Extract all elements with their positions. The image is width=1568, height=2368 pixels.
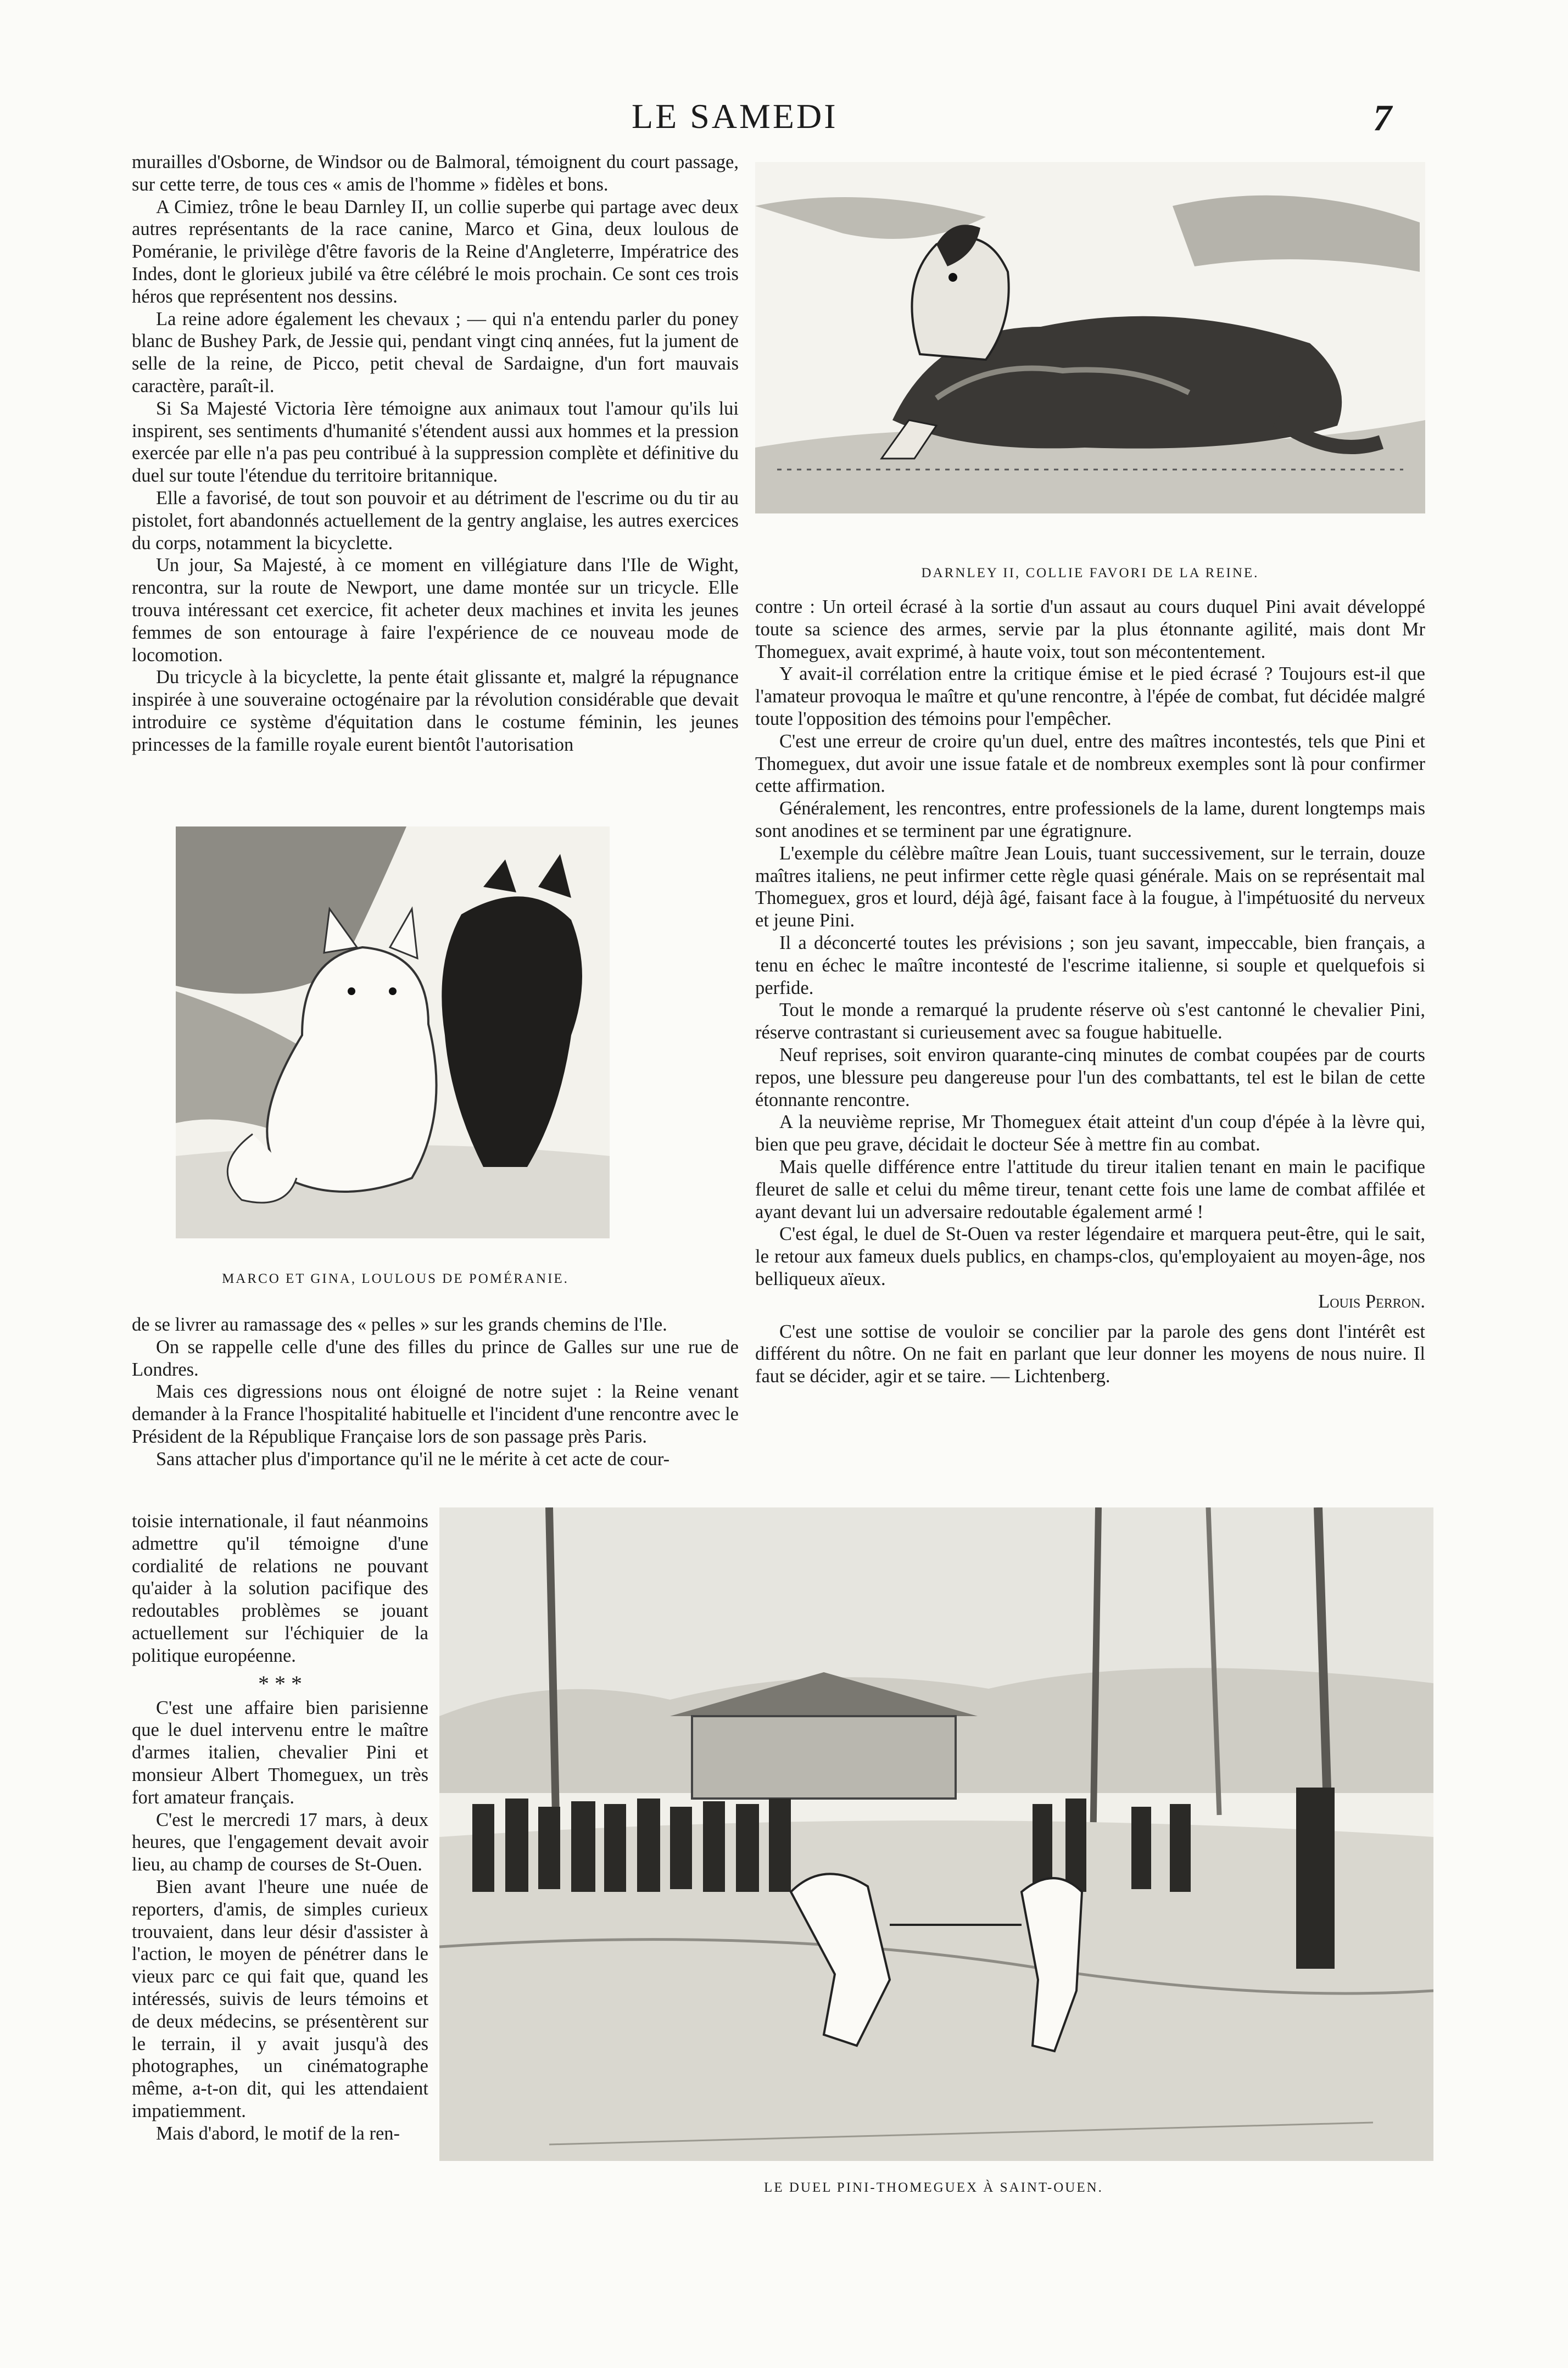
paragraph: contre : Un orteil écrasé à la sortie d'un assaut au cours duquel Pini avait développé toute sa science des armes, servie par la plus étonnante agilité, mais dont Mr Thomeguex, avait exprimé, à haute voix, tout son mécontentement. (755, 596, 1425, 662)
paragraph: C'est égal, le duel de St-Ouen va rester légendaire et marquera peut-être, qui le sait, le retour aux fameux duels publics, en champs-clos, qu'employaient au moyen-âge, nos belliqueux aïeux. (755, 1224, 1425, 1289)
paragraph: Mais ces digressions nous ont éloigné de notre sujet : la Reine venant demander à la France l'hospitalité habituelle et l'incident d'une rencontre avec le Président de la République Française lors de son passage près Paris. (132, 1381, 739, 1447)
paragraph: Y avait-il corrélation entre la critique émise et le pied écrasé ? Toujours est-il que l'amateur provoqua le maître et qu'une rencontre, à l'épée de combat, fut décidée malgré toute l'opposition des témoins pour l'empêcher. (755, 663, 1425, 729)
article-column-left-top (132, 151, 739, 756)
pomeranians-illustration (176, 826, 610, 1238)
author-signature: Louis Perron. (1318, 1291, 1425, 1312)
paragraph: L'exemple du célèbre maître Jean Louis, tuant successivement, sur le terrain, douze maîtres italiens, ne peut infirmer cette règle quasi générale. Mais on se représentait mal Thomeguex, gros et lourd, déjà âgé, faisant face à la fougue, à l'impétuosité du nerveux et jeune Pini. (755, 842, 1425, 931)
paragraph: La reine adore également les chevaux ; — qui n'a entendu parler du poney blanc de Bushey Park, de Jessie qui, pendant vingt cinq années, fut la jument de selle de la reine, de Picco, petit cheval de Sardaigne, d'un fort mauvais caractère, paraît-il. (132, 308, 739, 396)
paragraph: Si Sa Majesté Victoria Ière témoigne aux animaux tout l'amour qu'ils lui inspirent, ses sentiments d'humanité s'étendent aussi aux hommes et la pression exercée par elle n'a pas peu contribué à la suppression complète et définitive du duel sur toute l'étendue du territoire britannique. (132, 398, 739, 487)
article-column-left-narrow (132, 1510, 428, 2145)
paragraph: Mais d'abord, le motif de la ren- (156, 2123, 400, 2144)
pomeranians-caption: MARCO ET GINA, LOULOUS DE POMÉRANIE. (222, 1271, 569, 1286)
collie-caption: DARNLEY II, COLLIE FAVORI DE LA REINE. (921, 566, 1259, 580)
paragraph: Mais quelle différence entre l'attitude du tireur italien tenant en main le pacifique fleuret de salle et celui du même tireur, tenant cette fois une lame de combat affilée et ayant devant lui un adversaire redoutable également armé ! (755, 1156, 1425, 1222)
paragraph: murailles d'Osborne, de Windsor ou de Balmoral, témoignent du court passage, sur cette terre, de tous ces « amis de l'homme » fidèles et bons. (132, 152, 739, 195)
paragraph: Un jour, Sa Majesté, à ce moment en villégiature dans l'Ile de Wight, rencontra, sur la route de Newport, une dame montée sur un tricycle. Elle trouva intéressant cet exercice, fit acheter deux machines et invita les jeunes femmes de son entourage à faire l'expérience de ce nouveau mode de locomotion. (132, 555, 739, 666)
paragraph: C'est une affaire bien parisienne que le duel intervenu entre le maître d'armes italien, chevalier Pini et monsieur Albert Thomeguex, un très fort amateur français. (132, 1697, 428, 1808)
paragraph: A Cimiez, trône le beau Darnley II, un collie superbe qui partage avec deux autres représentants de la race canine, Marco et Gina, deux loulous de Poméranie, le privilège d'être favoris de la Reine d'Angleterre, Impératrice des Indes, dont le glorieux jubilé va être célébré le mois prochain. Ce sont ces trois héros que représentent nos dessins. (132, 196, 739, 307)
paragraph: C'est le mercredi 17 mars, à deux heures, que l'engagement devait avoir lieu, au champ de courses de St-Ouen. (132, 1809, 428, 1875)
paragraph: Bien avant l'heure une nuée de reporters, d'amis, de simples curieux trouvaient, dans leur désir d'assister à l'action, le moyen de pénétrer dans le vieux parc ce qui fait que, quand les intéressés, suivis de leurs témoins et de deux médecins, se présentèrent sur le terrain, il y avait jusqu'à des photographes, un cinématographe même, a-t-on dit, qui les attendaient impatiemment. (132, 1876, 428, 2121)
paragraph: On se rappelle celle d'une des filles du prince de Galles sur une rue de Londres. (132, 1336, 739, 1380)
paragraph: Neuf reprises, soit environ quarante-cinq minutes de combat coupées par de courts repos, une blessure peu dangereuse pour l'un des combattants, tel est le bilan de cette étonnante rencontre. (755, 1044, 1425, 1110)
section-break: * * * (258, 1671, 302, 1696)
duel-caption: LE DUEL PINI-THOMEGUEX À SAINT-OUEN. (764, 2180, 1103, 2195)
maxim: C'est une sottise de vouloir se concilier par la parole des gens dont l'intérêt est différent du nôtre. On ne fait en parlant que leur donner les moyens de nous nuire. Il faut se décider, agir et se taire. — Lichtenberg. (755, 1321, 1425, 1387)
paragraph: toisie internationale, il faut néanmoins admettre qu'il témoigne d'une cordialité de relations ne pouvant qu'aider à la solution pacifique des redoutables problèmes se jouant actuellement sur l'échiquier de la politique européenne. (132, 1511, 428, 1666)
paragraph: Du tricycle à la bicyclette, la pente était glissante et, malgré la répugnance inspirée à une souveraine octogénaire par la révolution considérable que devait introduire ce système d'équitation dans le costume féminin, les jeunes princesses de la famille royale eurent bientôt l'autorisation (132, 667, 739, 755)
paragraph: A la neuvième reprise, Mr Thomeguex était atteint d'un coup d'épée à la lèvre qui, bien que peu grave, décidait le docteur Sée à mettre fin au combat. (755, 1112, 1425, 1155)
journal-title: LE SAMEDI (632, 97, 838, 136)
page-number: 7 (1373, 97, 1392, 138)
paragraph: Sans attacher plus d'importance qu'il ne le mérite à cet acte de cour- (156, 1448, 670, 1470)
paragraph: Tout le monde a remarqué la prudente réserve où s'est cantonné le chevalier Pini, réserve contrastant si curieusement avec sa fougue habituelle. (755, 999, 1425, 1043)
article-column-right (755, 596, 1425, 1388)
collie-illustration (755, 162, 1425, 513)
paragraph: Généralement, les rencontres, entre professionels de la lame, durent longtemps mais sont anodines et se terminent par une égratignure. (755, 798, 1425, 841)
paragraph: de se livrer au ramassage des « pelles » sur les grands chemins de l'Ile. (132, 1314, 667, 1335)
paragraph: C'est une erreur de croire qu'un duel, entre des maîtres incontestés, tels que Pini et Thomeguex, dut avoir une issue fatale et de nombreux exemples sont là pour confirmer cette affirmation. (755, 730, 1425, 797)
paragraph: Elle a favorisé, de tout son pouvoir et au détriment de l'escrime ou du tir au pistolet, fort abandonnés actuellement de la gentry anglaise, les autres exercices du corps, notamment la bicyclette. (132, 487, 739, 554)
duel-illustration (439, 1507, 1433, 2161)
paragraph: Il a déconcerté toutes les prévisions ; son jeu savant, impeccable, bien français, a tenu en échec le maître incontesté de l'escrime italienne, si souple et quelquefois si perfide. (755, 932, 1425, 998)
article-column-left-mid (132, 1314, 739, 1471)
